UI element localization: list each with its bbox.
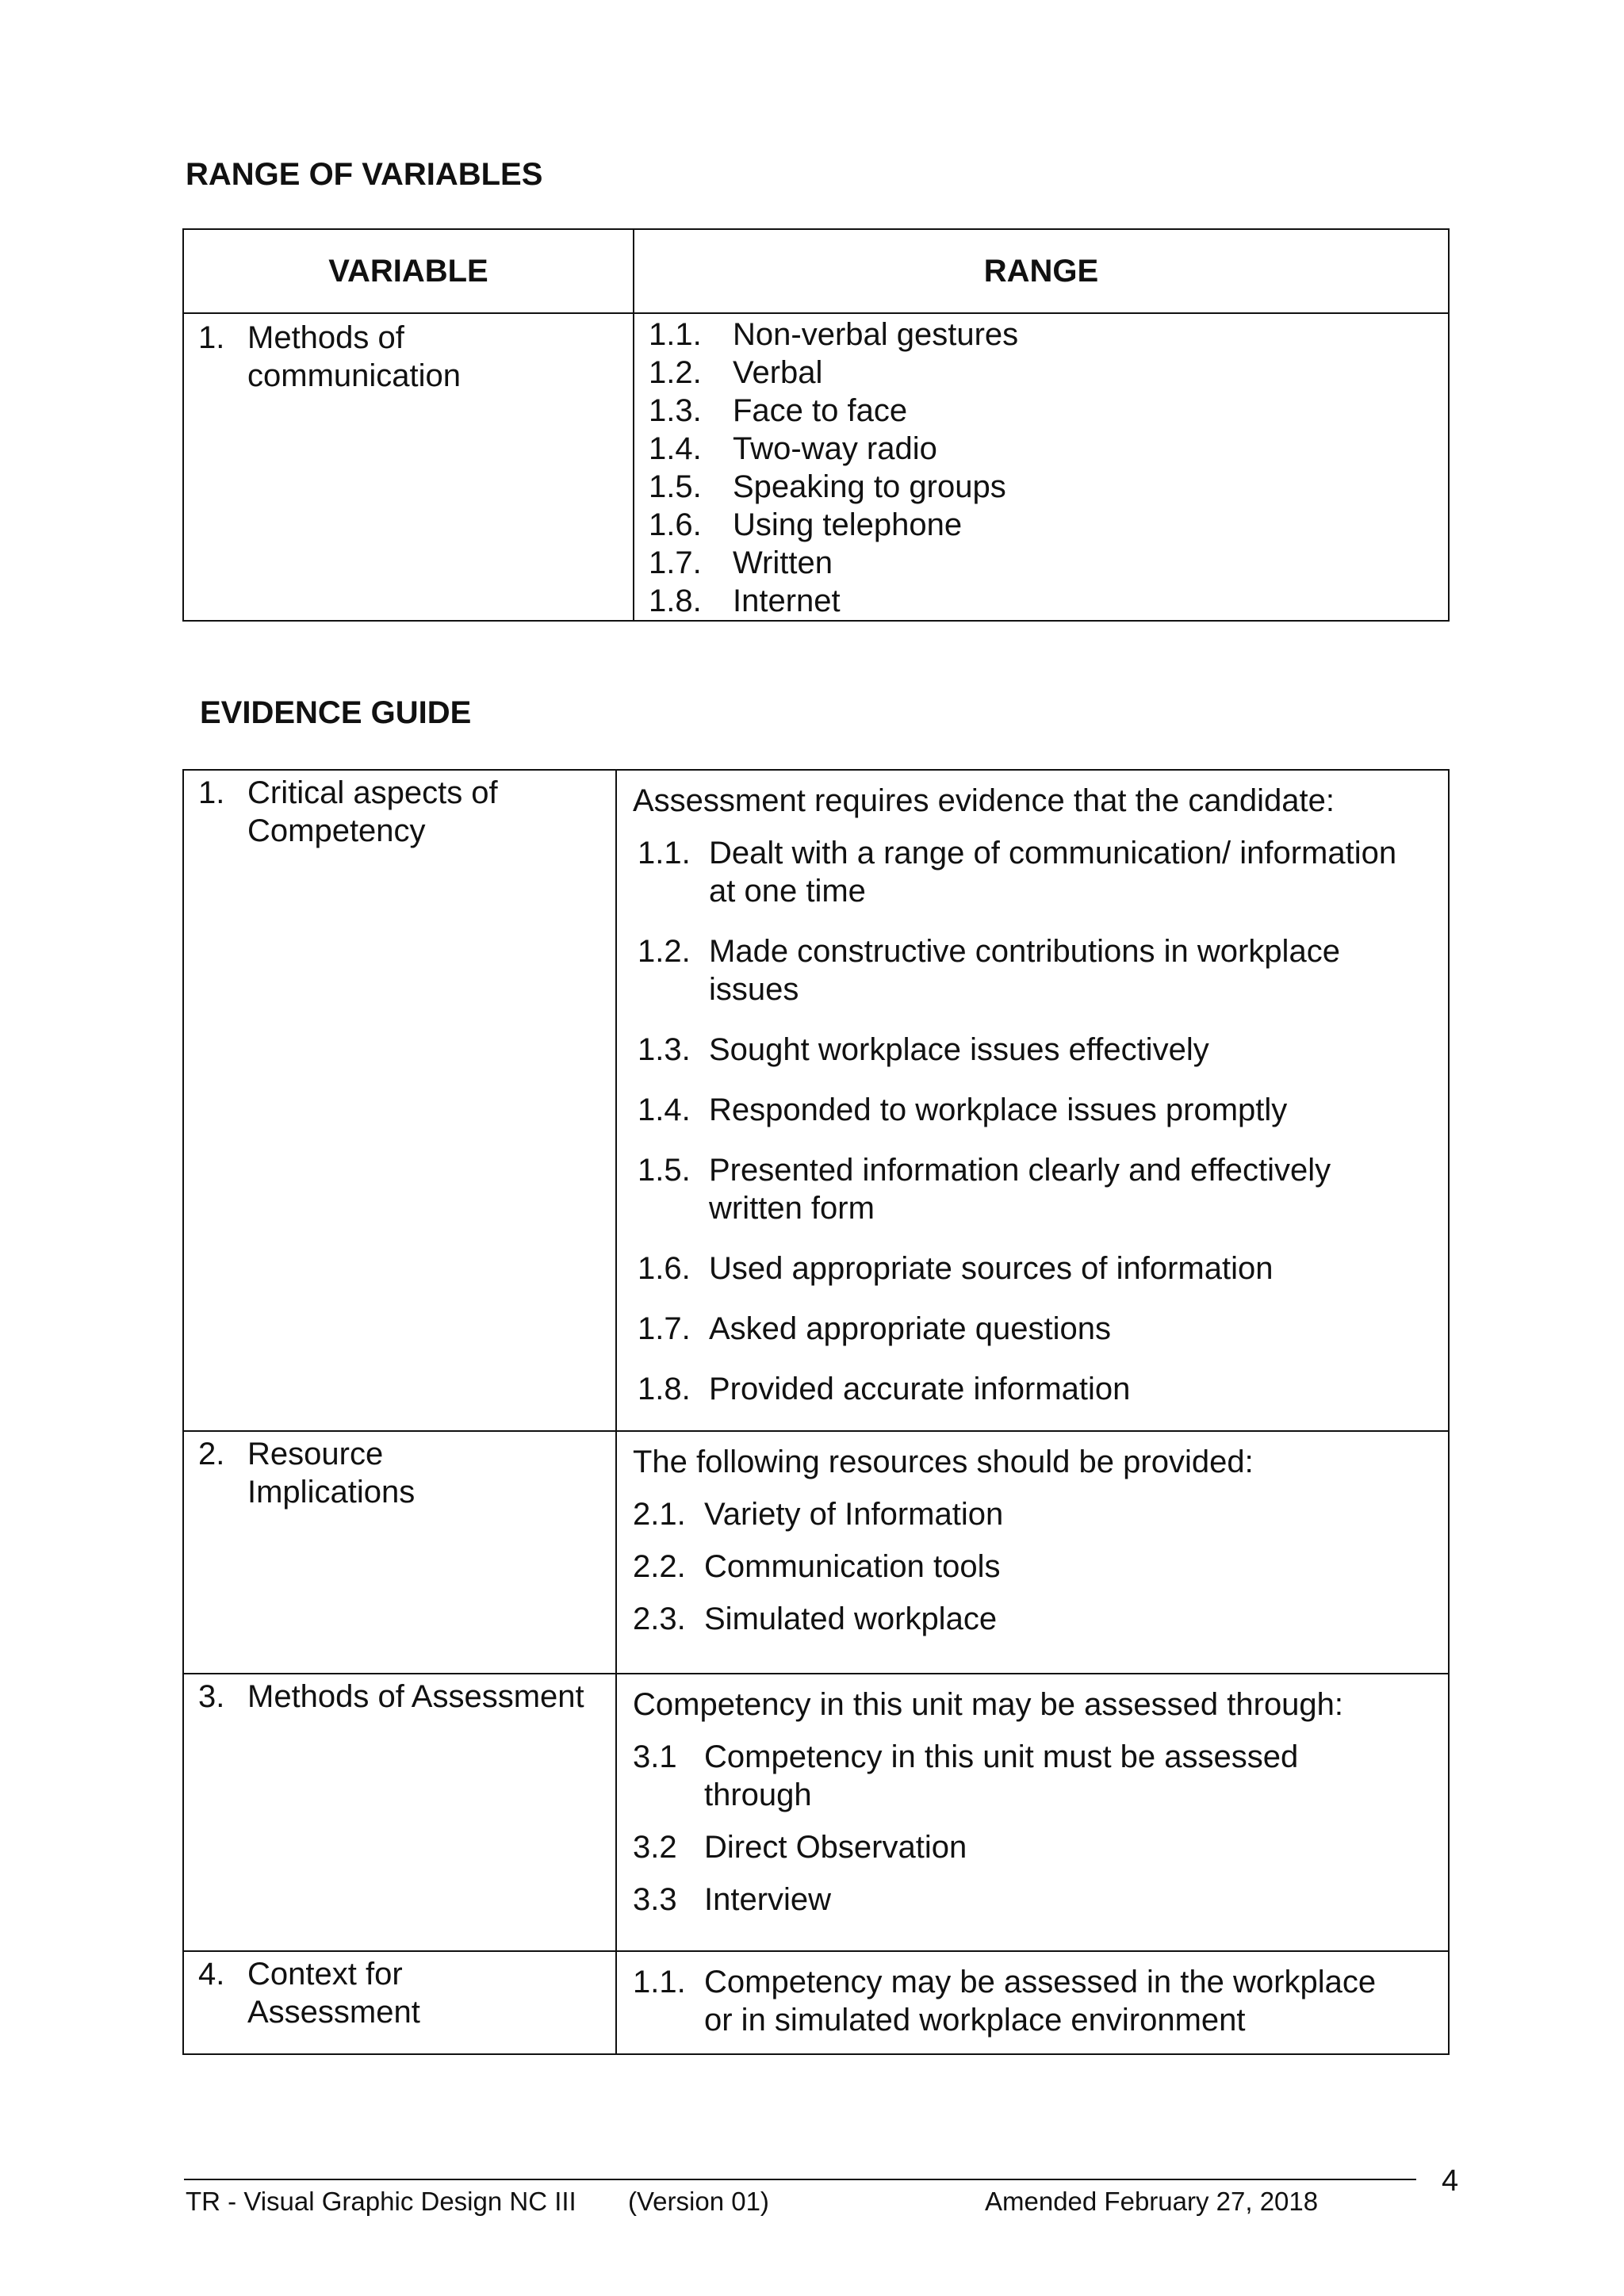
evidence-item-text: Responded to workplace issues promptly	[709, 1093, 1288, 1127]
evidence-row	[183, 1674, 1449, 1951]
footer-version: (Version 01)	[628, 2187, 769, 2216]
variable-text: Methods of communication	[247, 320, 462, 393]
evidence-item-number: 1.7.	[638, 1311, 691, 1346]
evidence-item-text: Competency may be assessed in the workplace or in simulated workplace environment	[704, 1965, 1377, 2038]
range-item	[649, 582, 1448, 620]
evidence-aspect-label	[198, 1955, 557, 2031]
range-item-number: 1.6.	[649, 507, 702, 542]
footer-amended-date: Amended February 27, 2018	[985, 2187, 1319, 2216]
evidence-item-number: 1.1.	[633, 1965, 686, 1999]
evidence-aspect-text: Methods of Assessment	[247, 1679, 584, 1714]
evidence-item-number: 1.6.	[638, 1251, 691, 1286]
range-of-variables-table	[182, 228, 1450, 622]
evidence-item-number: 1.3.	[638, 1032, 691, 1067]
evidence-item-text: Simulated workplace	[704, 1601, 998, 1636]
evidence-intro: Assessment requires evidence that the candidate:	[633, 783, 1335, 818]
footer-document-title: TR - Visual Graphic Design NC III	[186, 2187, 576, 2216]
range-item	[649, 430, 1448, 468]
evidence-detail-cell	[616, 1674, 1449, 1951]
evidence-item	[633, 1548, 1402, 1586]
evidence-detail-cell	[616, 770, 1449, 1431]
range-item	[649, 468, 1448, 506]
range-item-number: 1.7.	[649, 545, 702, 580]
range-item	[649, 506, 1448, 544]
evidence-item-text: Provided accurate information	[709, 1372, 1131, 1406]
evidence-item-text: Made constructive contributions in workplace issues	[709, 934, 1340, 1007]
evidence-item-number: 2.3.	[633, 1601, 686, 1636]
evidence-item-text: Direct Observation	[704, 1830, 967, 1865]
evidence-aspect-label	[198, 1678, 660, 1716]
range-item	[649, 392, 1448, 430]
range-item-text: Using telephone	[733, 507, 963, 542]
evidence-aspect-text: Context for Assessment	[247, 1957, 420, 2030]
evidence-item	[633, 1738, 1402, 1814]
range-table-header-row	[183, 229, 1449, 313]
evidence-guide-heading: EVIDENCE GUIDE	[200, 695, 472, 730]
evidence-guide-table	[182, 769, 1450, 2055]
range-item	[649, 354, 1448, 392]
evidence-aspect-number: 3.	[198, 1679, 225, 1714]
evidence-item	[638, 1249, 1423, 1288]
evidence-aspect-cell	[183, 1674, 616, 1951]
evidence-item-number: 1.5.	[638, 1153, 691, 1188]
range-item	[649, 544, 1448, 582]
evidence-intro: Competency in this unit may be assessed through:	[633, 1687, 1344, 1722]
range-cell	[634, 313, 1449, 621]
evidence-item	[633, 1881, 1402, 1919]
evidence-item	[638, 834, 1423, 910]
evidence-item-text: Presented information clearly and effectively written form	[709, 1153, 1331, 1226]
evidence-item	[638, 1031, 1423, 1069]
evidence-aspect-number: 1.	[198, 775, 225, 810]
evidence-row	[183, 770, 1449, 1431]
evidence-item-text: Dealt with a range of communication/ information at one time	[709, 836, 1397, 909]
range-item-number: 1.1.	[649, 317, 702, 352]
evidence-item-text: Asked appropriate questions	[709, 1311, 1111, 1346]
variable-cell	[183, 313, 634, 621]
evidence-item-text: Sought workplace issues effectively	[709, 1032, 1209, 1067]
evidence-item	[633, 1963, 1402, 2039]
range-of-variables-heading: RANGE OF VARIABLES	[186, 157, 543, 192]
evidence-item-number: 1.1.	[638, 836, 691, 871]
evidence-aspect-cell	[183, 1431, 616, 1674]
evidence-item-number: 1.4.	[638, 1093, 691, 1127]
range-table-row	[183, 313, 1449, 621]
evidence-item	[633, 1828, 1402, 1866]
evidence-item-text: Communication tools	[704, 1549, 1001, 1584]
evidence-item-number: 3.3	[633, 1882, 677, 1917]
evidence-aspect-label	[198, 1435, 557, 1511]
range-item-text: Face to face	[733, 393, 908, 428]
evidence-detail-cell	[616, 1431, 1449, 1674]
variable-number: 1.	[198, 320, 225, 355]
evidence-item-number: 1.2.	[638, 934, 691, 969]
evidence-item	[633, 1600, 1402, 1638]
evidence-row	[183, 1431, 1449, 1674]
range-item-number: 1.8.	[649, 584, 702, 618]
evidence-item	[638, 1370, 1423, 1408]
evidence-item	[638, 932, 1423, 1008]
variable-column-header: VARIABLE	[183, 229, 634, 313]
evidence-item-text: Variety of Information	[704, 1497, 1004, 1532]
range-item-number: 1.5.	[649, 469, 702, 504]
evidence-aspect-number: 4.	[198, 1957, 225, 1992]
range-column-header: RANGE	[634, 229, 1449, 313]
range-item-text: Internet	[733, 584, 841, 618]
evidence-row	[183, 1951, 1449, 2054]
evidence-item-number: 2.1.	[633, 1497, 686, 1532]
evidence-aspect-cell	[183, 770, 616, 1431]
evidence-item-number: 2.2.	[633, 1549, 686, 1584]
range-item-number: 1.3.	[649, 393, 702, 428]
range-item	[649, 316, 1448, 354]
range-item-text: Verbal	[733, 355, 823, 390]
evidence-item-text: Used appropriate sources of information	[709, 1251, 1274, 1286]
evidence-item-number: 3.1	[633, 1739, 677, 1774]
evidence-item	[638, 1310, 1423, 1348]
evidence-item	[633, 1495, 1402, 1533]
evidence-item-number: 1.8.	[638, 1372, 691, 1406]
range-item-text: Speaking to groups	[733, 469, 1006, 504]
range-item-number: 1.2.	[649, 355, 702, 390]
variable-item	[198, 319, 549, 395]
range-item-text: Two-way radio	[733, 431, 937, 466]
evidence-item-text: Competency in this unit must be assessed through	[704, 1739, 1299, 1812]
evidence-aspect-text: Critical aspects of Competency	[247, 775, 498, 848]
page-number: 4	[1442, 2164, 1459, 2198]
evidence-item	[638, 1091, 1423, 1129]
range-item-text: Non-verbal gestures	[733, 317, 1019, 352]
evidence-item	[638, 1151, 1423, 1227]
footer-rule	[184, 2179, 1416, 2180]
evidence-aspect-number: 2.	[198, 1437, 225, 1471]
range-item-text: Written	[733, 545, 833, 580]
evidence-intro: The following resources should be provided:	[633, 1445, 1254, 1479]
evidence-aspect-text: Resource Implications	[247, 1437, 416, 1510]
evidence-item-text: Interview	[704, 1882, 832, 1917]
range-item-number: 1.4.	[649, 431, 702, 466]
evidence-aspect-label	[198, 774, 557, 850]
evidence-detail-cell	[616, 1951, 1449, 2054]
evidence-item-number: 3.2	[633, 1830, 677, 1865]
evidence-aspect-cell	[183, 1951, 616, 2054]
